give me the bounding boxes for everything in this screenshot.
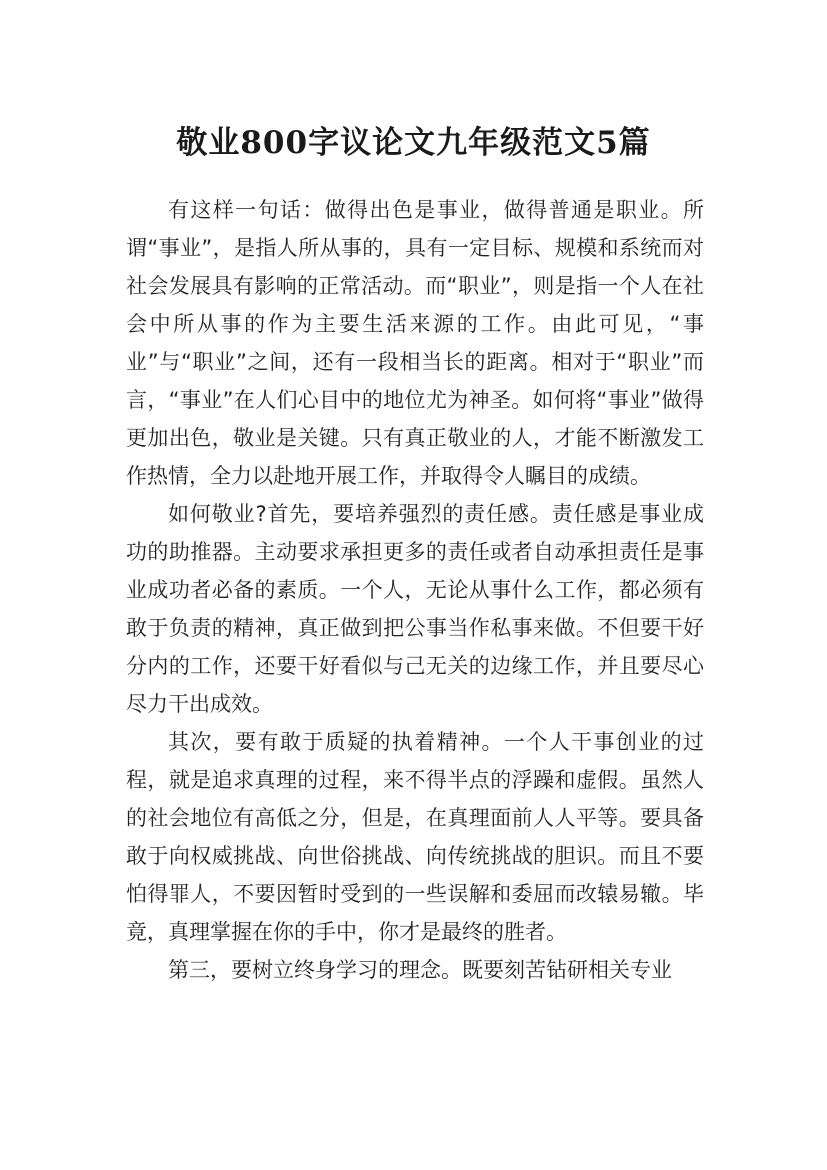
document-title: 敬业800字议论文九年级范文5篇 xyxy=(176,124,651,161)
document-body xyxy=(126,191,704,989)
paragraph-3: 其次，要有敢于质疑的执着精神。一个人干事创业的过程，就是追求真理的过程，来不得半点的浮躁和虚假。虽然人的社会地位有高低之分，但是，在真理面前人人平等。要具备敢于向权威挑战、向世俗挑战、向传统挑战的胆识。而且不要怕得罪人，不要因暂时受到的一些误解和委屈而改辕易辙。毕竟，真理掌握在你的手中，你才是最终的胜者。 xyxy=(126,730,704,944)
paragraph-2: 如何敬业?首先，要培养强烈的责任感。责任感是事业成功的助推器。主动要求承担更多的责任或者自动承担责任是事业成功者必备的素质。一个人，无论从事什么工作，都必须有敢于负责的精神，真正做到把公事当作私事来做。不但要干好分内的工作，还要干好看似与己无关的边缘工作，并且要尽心尽力干出成效。 xyxy=(126,502,704,716)
paragraph-4: 第三，要树立终身学习的理念。既要刻苦钻研相关专业 xyxy=(168,958,672,982)
paragraph-1: 有这样一句话：做得出色是事业，做得普通是职业。所谓“事业”，是指人所从事的，具有一定目标、规模和系统而对社会发展具有影响的正常活动。而“职业”，则是指一个人在社会中所从事的作为主要生活来源的工作。由此可见，“事业”与“职业”之间，还有一段相当长的距离。相对于“职业”而言，“事业”在人们心目中的地位尤为神圣。如何将“事业”做得更加出色，敬业是关键。只有真正敬业的人，才能不断激发工作热情，全力以赴地开展工作，并取得令人瞩目的成绩。 xyxy=(126,198,704,488)
